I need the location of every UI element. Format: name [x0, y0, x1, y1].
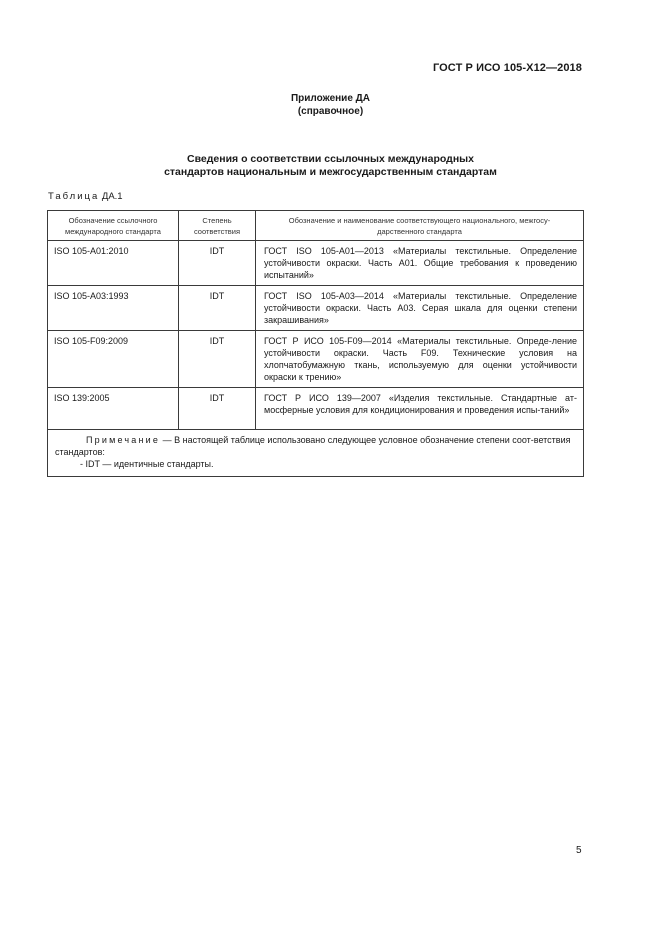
cell-reference: ISO 105-F09:2009 — [48, 331, 179, 388]
table-row — [48, 388, 584, 430]
note-label: Примечание — [86, 435, 161, 445]
cell-national: ГОСТ ISO 105-A01—2013 «Материалы текстильные. Определение устойчивости окраски. Часть А01. Общие требования к проведению испытаний» — [256, 241, 584, 286]
header-reference-standard: Обозначение ссылочного международного стандарта — [48, 211, 179, 241]
appendix-title: Приложение ДА — [290, 93, 371, 104]
cell-degree: IDT — [179, 388, 256, 430]
section-heading-line2: стандартов национальным и межгосударственным стандартам — [164, 166, 497, 178]
table-note — [48, 430, 584, 477]
table-row — [48, 286, 584, 331]
table-caption — [48, 191, 123, 202]
section-heading-line1: Сведения о соответствии ссылочных международных — [187, 153, 474, 165]
cell-degree: IDT — [179, 331, 256, 388]
note-text — [55, 434, 575, 458]
cell-reference: ISO 105-A03:1993 — [48, 286, 179, 331]
table-note-row — [48, 430, 584, 477]
note-list-item: - IDT — идентичные стандарты. — [80, 459, 214, 469]
cell-national: ГОСТ ISO 105-A03—2014 «Материалы текстильные. Определение устойчивости окраски. Часть А03. Серая шкала для оценки степени закрашивания» — [256, 286, 584, 331]
cell-degree: IDT — [179, 286, 256, 331]
appendix-heading — [0, 92, 661, 118]
page-number: 5 — [576, 845, 582, 856]
cell-reference: ISO 105-A01:2010 — [48, 241, 179, 286]
note-body: — В настоящей таблице использовано следующее условное обозначение степени соот-ветствия стандартов: — [55, 435, 571, 457]
table-header-row — [48, 211, 584, 241]
document-code: ГОСТ Р ИСО 105-Х12—2018 — [432, 62, 582, 74]
section-heading — [0, 153, 661, 179]
cell-degree: IDT — [179, 241, 256, 286]
cell-national: ГОСТ Р ИСО 139—2007 «Изделия текстильные. Стандартные ат-мосферные условия для кондиционирования и проведения испы-таний» — [256, 388, 584, 430]
header-national-standard: Обозначение и наименование соответствующего национального, межгосу- дарственного стандарта — [256, 211, 584, 241]
header-degree: Степень соответствия — [179, 211, 256, 241]
table-caption-number: ДА.1 — [101, 191, 123, 202]
appendix-subtitle: (справочное) — [297, 106, 364, 117]
table-row — [48, 241, 584, 286]
correspondence-table — [47, 210, 584, 477]
table-row — [48, 331, 584, 388]
cell-national: ГОСТ Р ИСО 105-F09—2014 «Материалы текстильные. Опреде-ление устойчивости окраски. Часть F09. Технические условия на хлопчатобумажную ткань, используемую для оценки устойчивости окраски к трению» — [256, 331, 584, 388]
table-caption-word: Таблица — [48, 191, 100, 202]
cell-reference: ISO 139:2005 — [48, 388, 179, 430]
